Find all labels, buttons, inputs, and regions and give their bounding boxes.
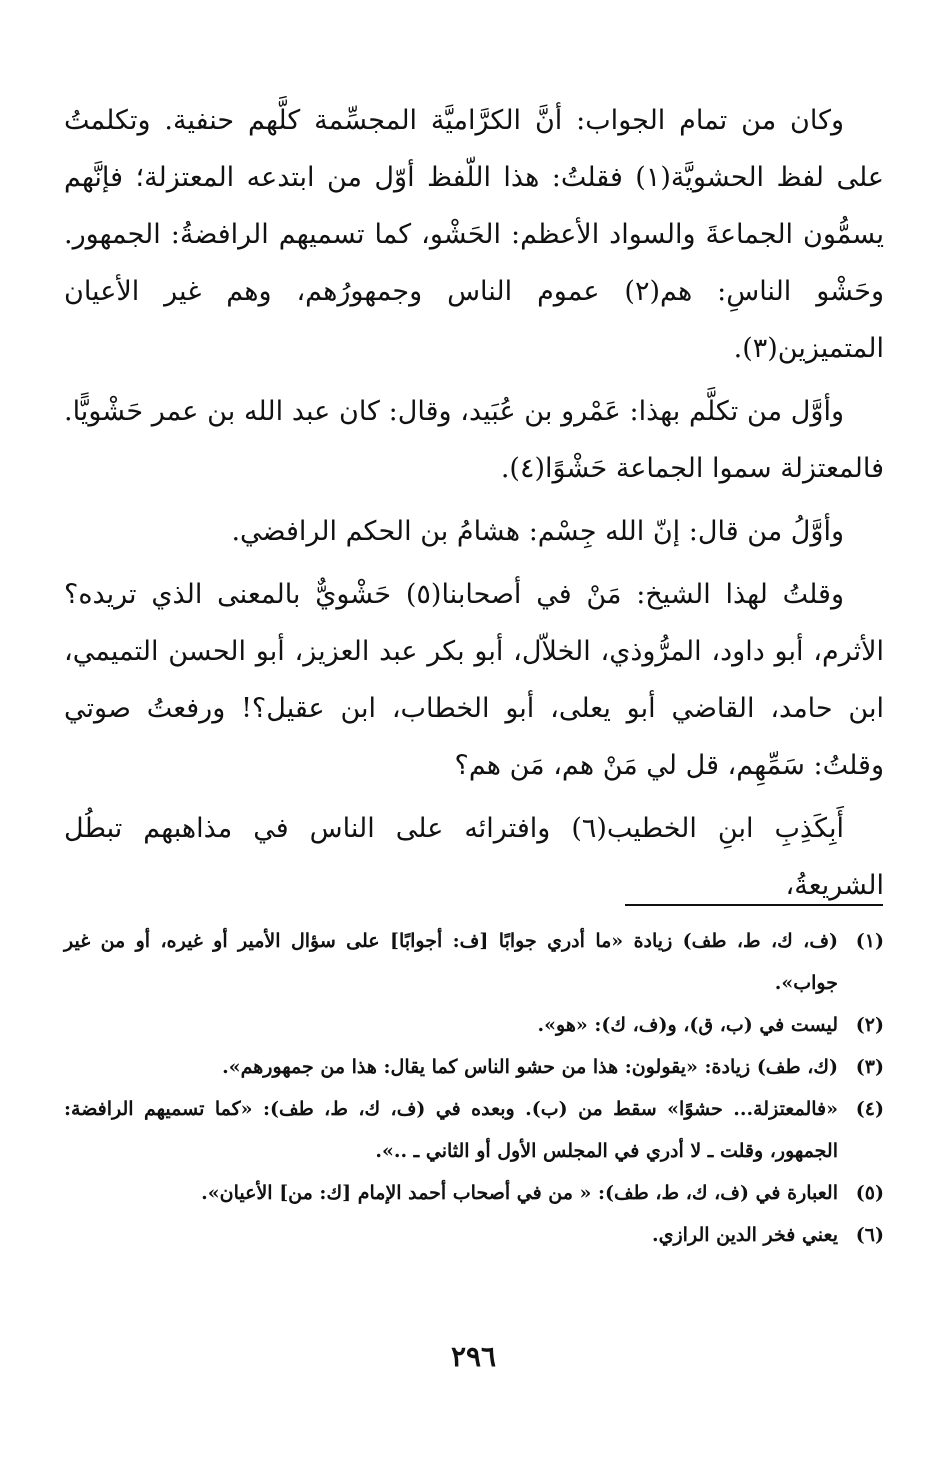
footnote-number: (٥) <box>855 1182 884 1204</box>
paragraph-2: وأوَّل من تكلَّم بهذا: عَمْرو بن عُبَيد، وقال: كان عبد الله بن عمر حَشْويًّا. فالمعتزلة سموا الجماعة حَشْوًا(٤). <box>64 396 884 484</box>
main-text <box>64 92 884 914</box>
footnote-text: (ك، طف) زيادة: «يقولون: هذا من حشو الناس كما يقال: هذا من جمهورهم». <box>222 1056 838 1078</box>
footnote-text: العبارة في (ف، ك، ط، طف): « من في أصحاب أحمد الإمام [ك: من] الأعيان». <box>201 1182 838 1204</box>
footnote-4 <box>64 1088 884 1172</box>
footnote-number: (٦) <box>855 1224 884 1246</box>
footnote-text: «فالمعتزلة... حشوًا» سقط من (ب). وبعده في (ف، ك، ط، طف): «كما تسميهم الرافضة: الجمهور، وقلت ـ لا أدري في المجلس الأول أو الثاني ـ ..». <box>64 1098 838 1162</box>
paragraph-3: وأوَّلُ من قال: إنّ الله جِسْم: هشامُ بن الحكم الرافضي. <box>231 516 844 547</box>
page-number: ٢٩٦ <box>450 1340 497 1373</box>
paragraph-4: وقلتُ لهذا الشيخ: مَنْ في أصحابنا(٥) حَشْويٌّ بالمعنى الذي تريده؟ الأثرم، أبو داود، المرُّوذي، الخلاّل، أبو بكر عبد العزيز، أبو الحسن التميمي، ابن حامد، القاضي أبو يعلى، أبو الخطاب، ابن عقيل؟! ورفعتُ صوتي وقلتُ: سَمِّهِم، قل لي مَنْ هم، مَن هم؟ <box>64 579 884 781</box>
footnote-number: (٢) <box>855 1014 884 1036</box>
paragraph-5: أَبِكَذِبِ ابنِ الخطيب(٦) وافترائه على الناس في مذاهبهم تبطُل الشريعةُ، <box>64 813 884 901</box>
footnote-text: (ف، ك، ط، طف) زيادة «ما أدري جوابًا [ف: أجوابًا] على سؤال الأمير أو غيره، أو من غير جواب». <box>64 930 838 994</box>
page-body <box>64 92 884 914</box>
paragraph-1: وكان من تمام الجواب: أنَّ الكرَّاميَّة المجسِّمة كلَّهم حنفية. وتكلمتُ على لفظ الحشويَّة(١) فقلتُ: هذا اللّفظ أوّل من ابتدعه المعتزلة؛ فإنَّهم يسمُّون الجماعةَ والسواد الأعظم: الحَشْو، كما تسميهم الرافضةُ: الجمهور. وحَشْو الناسِ: هم(٢) عموم الناس وجمهورُهم، وهم غير الأعيان المتميزين(٣). <box>64 105 884 364</box>
footnote-separator <box>625 904 883 906</box>
footnote-2 <box>64 1004 884 1046</box>
footnote-3 <box>64 1046 884 1088</box>
footnote-1 <box>64 920 884 1004</box>
footnote-text: يعني فخر الدين الرازي. <box>652 1224 838 1246</box>
footnote-6 <box>64 1214 884 1256</box>
footnote-number: (٤) <box>855 1098 884 1120</box>
footnote-5 <box>64 1172 884 1214</box>
footnote-number: (١) <box>855 930 884 952</box>
footnotes <box>64 920 884 1256</box>
footnote-number: (٣) <box>855 1056 884 1078</box>
footnote-text: ليست في (ب، ق)، و(ف، ك): «هو». <box>537 1014 838 1036</box>
